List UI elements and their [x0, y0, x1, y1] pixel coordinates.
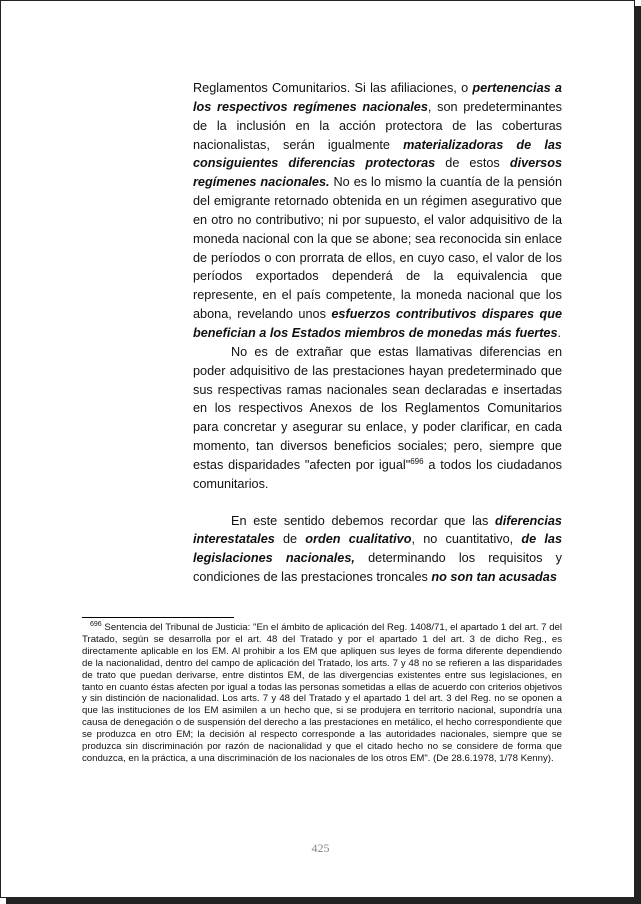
paragraph-gap [193, 494, 562, 512]
text-segment: Reglamentos Comunitarios. Si las afiliaciones, o [193, 81, 473, 95]
footnote-separator [82, 617, 234, 618]
text-segment: , son predeterminantes de la inclusión en la acción protectora de las coberturas nacionalistas, serán igualmente [193, 99, 562, 152]
text-segment: de estos [435, 156, 510, 171]
footnote [82, 622, 562, 765]
emphasis-text: orden cualitativo [305, 532, 412, 547]
paragraph-1 [193, 79, 562, 343]
emphasis-text: diversos regímenes nacionales. [193, 156, 563, 190]
text-segment: En este sentido debemos recordar que las [231, 513, 495, 528]
footnote-696 [82, 622, 562, 765]
text-segment: No es de extrañar que estas llamativas diferencias en poder adquisitivo de las prestaciones hayan predeterminado que sus respectivas ramas nacionales sean declaradas e insertadas en los respectivos Anexos de los Reglamentos Comunitarios para concretar y asegurar su enlace, y poder clarificar, en cada momento, tan diversos beneficios sociales; pero, siempre que estas disparidades "afecten por igual" [193, 344, 562, 472]
text-segment: determinando los requisitos y condiciones de las prestaciones troncales [193, 551, 562, 585]
emphasis-text: esfuerzos contributivos dispares que benefician a los Estados miembros de monedas más fuertes [193, 307, 562, 340]
page-number: 425 [311, 841, 330, 855]
footnote-number: 696 [90, 620, 102, 628]
text-segment: , no cuantitativo, [411, 532, 522, 547]
page-shadow-right [635, 6, 641, 904]
footnote-reference[interactable]: 696 [410, 456, 424, 466]
footnote-text: Sentencia del Tribunal de Justicia: "En el ámbito de aplicación del Reg. 1408/71, el apartado 1 del art. 7 del Tratado, según se desarrolla por el art. 48 del Tratado y por el apartado 1 del art. 3 de dicho Reg., es directamente aplicable en los EM. Al prohibir a los EM que apliquen sus leyes de forma diferente dependiendo de la nacionalidad, dentro del campo de aplicación del Tratado, los arts. 7 y 48 no se refieren a las disparidades de trato que puedan derivarse, entre distintos EM, de las divergencias existentes entre sus legislaciones, en tanto en cuanto éstas afecten por igual a todas las personas sometidas a ellas de acuerdo con criterios objetivos y sin distinción de nacionalidad. Los arts. 7 y 48 del Tratado y el apartado 1 del art. 3 del Reg. no se oponen a que las instituciones de los EM asimilen a un hecho que, si se produjera en territorio nacional, supondría una causa de denegación o de suspensión del derecho a las prestaciones en metálico, el hecho correspondiente que se produzca en otro EM; la decisión al respecto corresponde a las autoridades nacionales, siempre que se produzca sin discriminación por razón de nacionalidad y que el citado hecho no se considere de forma que conduzca, en la práctica, a una discriminación de los nacionales de los otros EM". (De 28.6.1978, 1/78 Kenny). [82, 622, 563, 764]
emphasis-text: materializadoras de las consiguientes diferencias protectoras [193, 137, 562, 171]
text-segment: a todos los ciudadanos comunitarios. [193, 457, 562, 491]
body-text [193, 79, 562, 587]
paragraph-2 [193, 343, 562, 494]
paragraph-3 [193, 512, 562, 587]
page-shadow-bottom [6, 898, 641, 904]
text-segment: . [557, 325, 562, 340]
emphasis-text: de las legislaciones nacionales, [193, 532, 562, 566]
emphasis-text: pertenencias a los respectivos regímenes nacionales [193, 81, 562, 114]
text-segment: de [274, 532, 306, 547]
emphasis-text: no son tan acusadas [431, 570, 557, 585]
text-segment: No es lo mismo la cuantía de la pensión del emigrante retornado obtenida en un régimen asegurativo que en otro no contributivo; ni por supuesto, el valor adquisitivo de la moneda nacional con la que se abone; sea reconocida sin enlace de períodos o con prorrata de ellos, en cuyo caso, el valor de los períodos exportados dependerá de la equivalencia que represente, en el país competente, la moneda nacional que los abona, revelando unos [193, 175, 562, 322]
emphasis-text: diferencias interestatales [193, 513, 562, 547]
